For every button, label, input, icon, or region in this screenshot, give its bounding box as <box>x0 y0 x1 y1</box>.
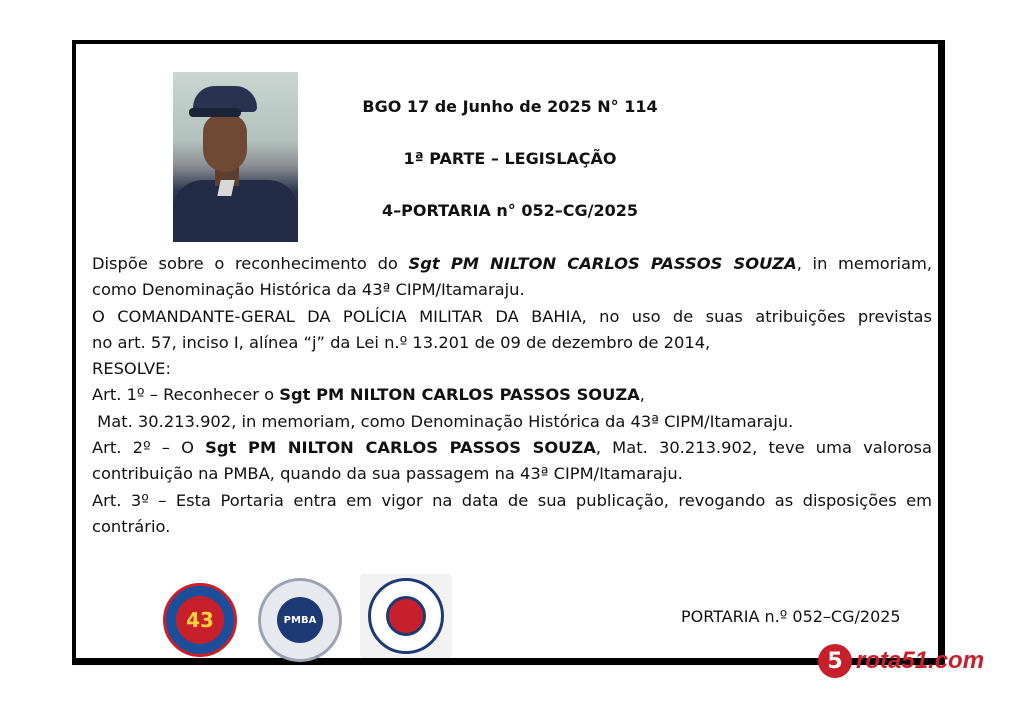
section-header: 1ª PARTE – LEGISLAÇÃO <box>403 149 617 168</box>
watermark-logo <box>818 643 984 679</box>
article-3: Art. 3º – Esta Portaria entra em vigor na data de sua publicação, revogando as disposições em <box>92 490 932 510</box>
article-2: Art. 2º – O Sgt PM NILTON CARLOS PASSOS SOUZA, Mat. 30.213.902, teve uma valorosa <box>92 438 933 458</box>
brand-mark-icon: 5 <box>818 644 852 678</box>
ordinance-title: 4–PORTARIA n° 052–CG/2025 <box>382 201 638 220</box>
article-1: Art. 1º – Reconhecer o Sgt PM NILTON CARLOS PASSOS SOUZA, <box>92 385 645 405</box>
paragraph-line: no art. 57, inciso I, alínea “j” da Lei n.º 13.201 de 09 de dezembro de 2014, <box>92 332 711 352</box>
paragraph-line: como Denominação Histórica da 43ª CIPM/Itamaraju. <box>92 280 525 300</box>
resolve-line: RESOLVE: <box>92 359 171 379</box>
paragraph-line: O COMANDANTE-GERAL DA POLÍCIA MILITAR DA BAHIA, no uso de suas atribuições previstas <box>92 306 932 326</box>
brand-name: rota51.com <box>856 647 985 674</box>
bulletin-header: BGO 17 de Junho de 2025 N° 114 <box>362 97 658 116</box>
cipm-43-seal: 43 <box>163 583 237 657</box>
portrait-photo <box>173 72 298 242</box>
ordinance-reference: PORTARIA n.º 052–CG/2025 <box>681 607 901 626</box>
pmba-crest-seal <box>360 574 452 658</box>
paragraph-line: Dispõe sobre o reconhecimento do Sgt PM NILTON CARLOS PASSOS SOUZA, in memoriam, <box>92 254 932 273</box>
regional-command-seal: PMBA <box>258 578 342 662</box>
article-3-continued: contrário. <box>92 516 171 536</box>
document-body <box>92 251 932 540</box>
article-1-continued: Mat. 30.213.902, in memoriam, como Denominação Histórica da 43ª CIPM/Itamaraju. <box>92 411 794 431</box>
article-2-continued: contribuição na PMBA, quando da sua passagem na 43ª CIPM/Itamaraju. <box>92 464 683 484</box>
